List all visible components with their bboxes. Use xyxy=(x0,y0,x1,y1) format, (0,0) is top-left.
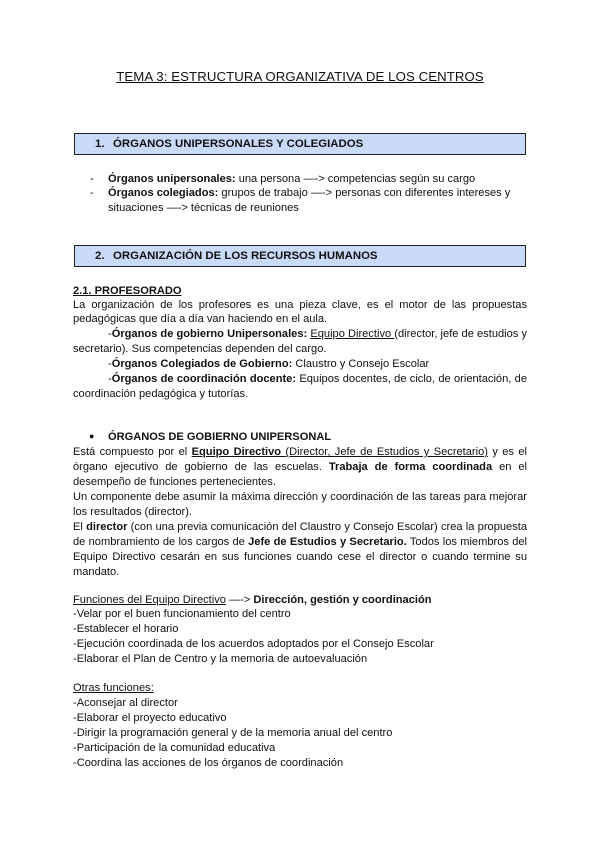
paragraph-line: secretario). Sus competencias dependen del cargo. xyxy=(73,343,327,355)
list-item: -Ejecución coordinada de los acuerdos adoptados por el Consejo Escolar xyxy=(73,638,434,650)
list-item xyxy=(108,186,510,201)
term: Órganos de gobierno Unipersonales: xyxy=(111,328,308,340)
paragraph-line: -Órganos de gobierno Unipersonales: Equipo Directivo (director, jefe de estudios y xyxy=(108,328,528,340)
item-text: grupos de trabajo —-> personas con diferentes intereses y xyxy=(218,187,511,199)
paragraph-line: Un componente debe asumir la máxima dirección y coordinación de las tareas para mejorar xyxy=(73,491,527,503)
paragraph-line: pedagógicas que día a día van haciendo en el aula. xyxy=(73,313,328,325)
dash-bullet: - xyxy=(90,187,94,199)
bullet-heading: ÓRGANOS DE GOBIERNO UNIPERSONAL xyxy=(108,431,332,443)
term: Equipo Directivo xyxy=(191,446,282,458)
equipo-directivo-link[interactable]: Equipo Directivo xyxy=(310,328,395,340)
paragraph-line: los resultados (director). xyxy=(73,506,192,518)
paragraph-line: Equipo Directivo cesarán en sus funciones cuando cese el director o cuando termine su xyxy=(73,551,527,563)
paragraph-line: La organización de los profesores es una pieza clave, es el motor de las propuestas xyxy=(73,299,527,311)
paragraph-line: coordinación pedagógica y tutorías. xyxy=(73,388,249,400)
list-item xyxy=(108,172,475,187)
list-item: -Dirigir la programación general y de la memoria anual del centro xyxy=(73,727,393,739)
paragraph-line: Está compuesto por el Equipo Directivo (Director, Jefe de Estudios y Secretario) y es el xyxy=(73,446,527,458)
dash: - xyxy=(108,358,112,370)
section-heading: ORGANIZACIÓN DE LOS RECURSOS HUMANOS xyxy=(113,250,378,262)
dash: - xyxy=(108,328,112,340)
dash-bullet: - xyxy=(90,173,94,185)
page-title: TEMA 3: ESTRUCTURA ORGANIZATIVA DE LOS CENTROS xyxy=(116,69,484,84)
term: director xyxy=(86,521,128,533)
dash: - xyxy=(108,373,112,385)
paragraph-line: desempeño de funciones pertenecientes. xyxy=(73,476,276,488)
list-item: -Participación de la comunidad educativa xyxy=(73,742,276,754)
list-item: -Velar por el buen funcionamiento del centro xyxy=(73,608,291,620)
list-item: -Establecer el horario xyxy=(73,623,179,635)
section-number: 1. xyxy=(95,138,105,150)
paragraph-line: -Órganos de coordinación docente: Equipos docentes, de ciclo, de orientación, de xyxy=(108,373,527,385)
functions-heading: Funciones del Equipo Directivo —-> Dirección, gestión y coordinación xyxy=(73,594,432,606)
term: Órganos unipersonales: xyxy=(108,173,236,185)
circle-bullet-icon: ● xyxy=(89,431,95,441)
other-functions-heading: Otras funciones: xyxy=(73,682,154,694)
list-item: -Coordina las acciones de los órganos de coordinación xyxy=(73,757,344,769)
section-heading: ÓRGANOS UNIPERSONALES Y COLEGIADOS xyxy=(113,138,364,150)
section-1-heading-box xyxy=(74,133,526,155)
term: Órganos Colegiados de Gobierno: xyxy=(111,358,293,370)
list-item-continuation: situaciones —-> técnicas de reuniones xyxy=(108,202,299,214)
list-item: -Elaborar el Plan de Centro y la memoria de autoevaluación xyxy=(73,653,368,665)
term: Órganos de coordinación docente: xyxy=(111,373,297,385)
paragraph-line: -Órganos Colegiados de Gobierno: Claustro y Consejo Escolar xyxy=(108,358,430,370)
paragraph-line: El director (con una previa comunicación del Claustro y Consejo Escolar) crea la propuesta xyxy=(73,521,527,533)
paragraph-line: de nombramiento de los cargos de Jefe de Estudios y Secretario. Todos los miembros del xyxy=(73,536,528,548)
item-text: una persona —-> competencias según su cargo xyxy=(235,173,476,185)
subsection-heading: 2.1. PROFESORADO xyxy=(73,285,182,297)
list-item: -Aconsejar al director xyxy=(73,697,178,709)
list-item: -Elaborar el proyecto educativo xyxy=(73,712,227,724)
term: Trabaja de forma coordinada xyxy=(328,461,493,473)
term: Jefe de Estudios y Secretario. xyxy=(248,536,407,548)
term: Órganos colegiados: xyxy=(108,187,219,199)
section-number: 2. xyxy=(95,250,105,262)
paragraph-line: mandato. xyxy=(73,566,120,578)
paragraph-line: órgano ejecutivo de gobierno de las escuelas. Trabaja de forma coordinada en el xyxy=(73,461,528,473)
section-2-heading-box xyxy=(74,245,526,267)
